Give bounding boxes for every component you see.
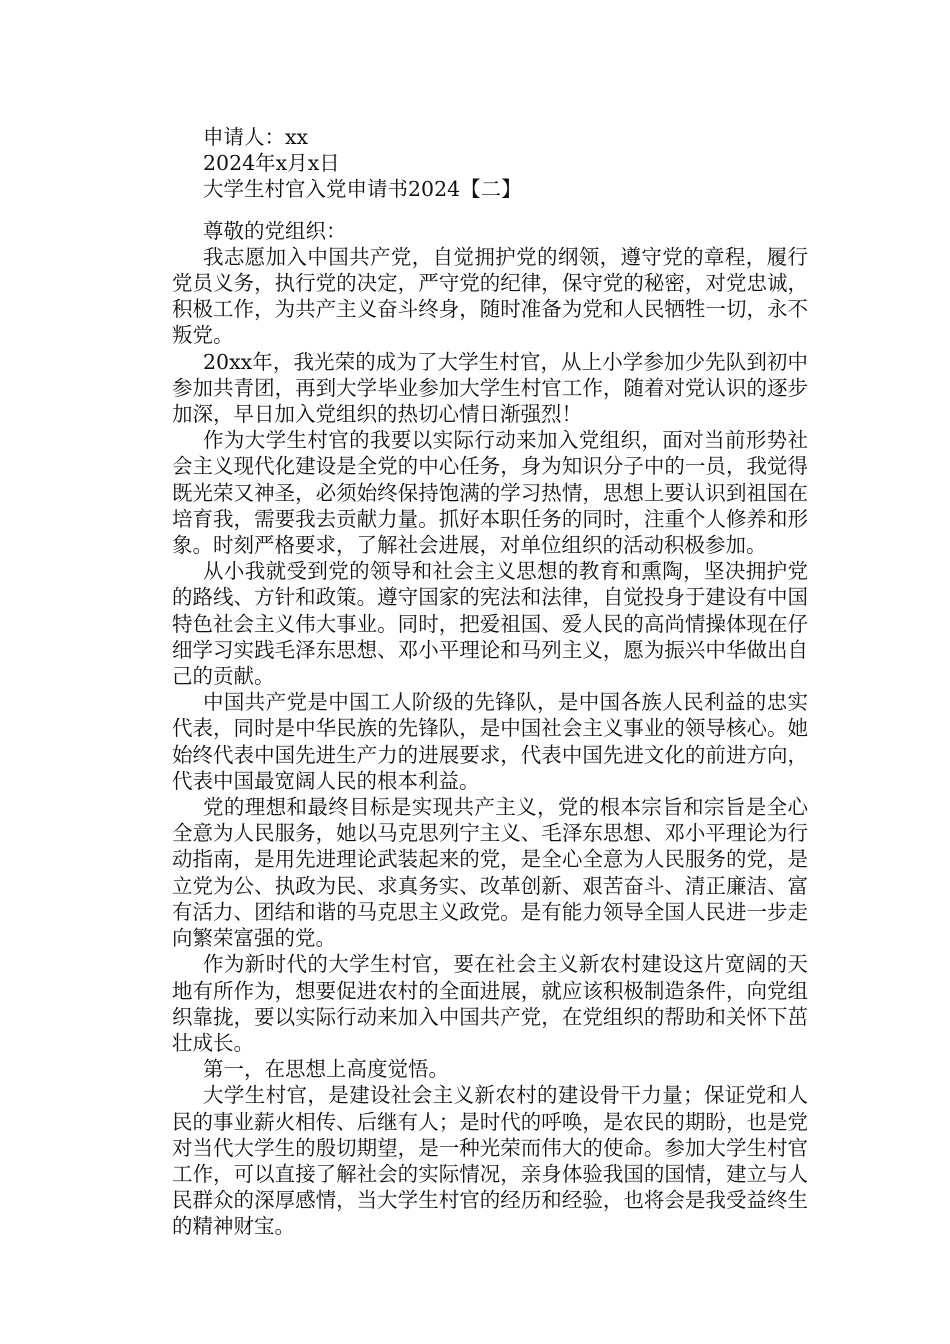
paragraph-8: 第一，在思想上高度觉悟。 [203, 1057, 449, 1082]
paragraph-7: 作为新时代的大学生村官，要在社会主义新农村建设这片宽阔的天地有所作为，想要促进农村的全面进展，就应该积极制造条件，向党组织靠拢，要以实际行动来加入中国共产党，在党组织的帮助和关怀下茁壮成长。 [172, 952, 808, 1055]
paragraph-3: 作为大学生村官的我要以实际行动来加入党组织，面对当前形势社会主义现代化建设是全党的中心任务，身为知识分子中的一员，我觉得既光荣又神圣，必须始终保持饱满的学习热情，思想上要认识到祖国在培育我，需要我去贡献力量。抓好本职任务的同时，注重个人修养和形象。时刻严格要求，了解社会进展，对单位组织的活动积极参加。 [172, 428, 808, 558]
paragraph-4: 从小我就受到党的领导和社会主义思想的教育和熏陶，坚决拥护党的路线、方针和政策。遵守国家的宪法和法律，自觉投身于建设有中国特色社会主义伟大事业。同时，把爱祖国、爱人民的高尚情操体现在仔细学习实践毛泽东思想、邓小平理论和马列主义，愿为振兴中华做出自己的贡献。 [172, 559, 808, 689]
paragraph-6: 党的理想和最终目标是实现共产主义，党的根本宗旨和宗旨是全心全意为人民服务，她以马克思列宁主义、毛泽东思想、邓小平理论为行动指南，是用先进理论武装起来的党，是全心全意为人民服务的党，是立党为公、执政为民、求真务实、改革创新、艰苦奋斗、清正廉洁、富有活力、团结和谐的马克思主义政党。是有能力领导全国人民进一步走向繁荣富强的党。 [172, 795, 808, 951]
date-line: 2024年x月x日 [203, 151, 340, 176]
paragraph-5: 中国共产党是中国工人阶级的先锋队，是中国各族人民利益的忠实代表，同时是中华民族的先锋队，是中国社会主义事业的领导核心。她始终代表中国先进生产力的进展要求，代表中国先进文化的前进方向，代表中国最宽阔人民的根本利益。 [172, 690, 808, 793]
document-title: 大学生村官入党申请书2024【二】 [203, 177, 522, 202]
paragraph-9: 大学生村官，是建设社会主义新农村的建设骨干力量；保证党和人民的事业薪火相传、后继有人；是时代的呼唤，是农民的期盼，也是党对当代大学生的殷切期望，是一种光荣而伟大的使命。参加大学生村官工作，可以直接了解社会的实际情况，亲身体验我国的国情，建立与人民群众的深厚感情，当大学生村官的经历和经验，也将会是我受益终生的精神财宝。 [172, 1083, 808, 1239]
paragraph-1: 我志愿加入中国共产党，自觉拥护党的纲领，遵守党的章程，履行党员义务，执行党的决定，严守党的纪律，保守党的秘密，对党忠诚，积极工作，为共产主义奋斗终身，随时准备为党和人民牺牲一切，永不叛党。 [172, 244, 808, 348]
applicant-line: 申请人：xx [203, 125, 309, 149]
salutation: 尊敬的党组织： [203, 218, 347, 243]
paragraph-2: 20xx年，我光荣的成为了大学生村官，从上小学参加少先队到初中参加共青团，再到大学毕业参加大学生村官工作，随着对党认识的逐步加深，早日加入党组织的热切心情日渐强烈！ [172, 349, 808, 427]
document-body [172, 124, 808, 1240]
